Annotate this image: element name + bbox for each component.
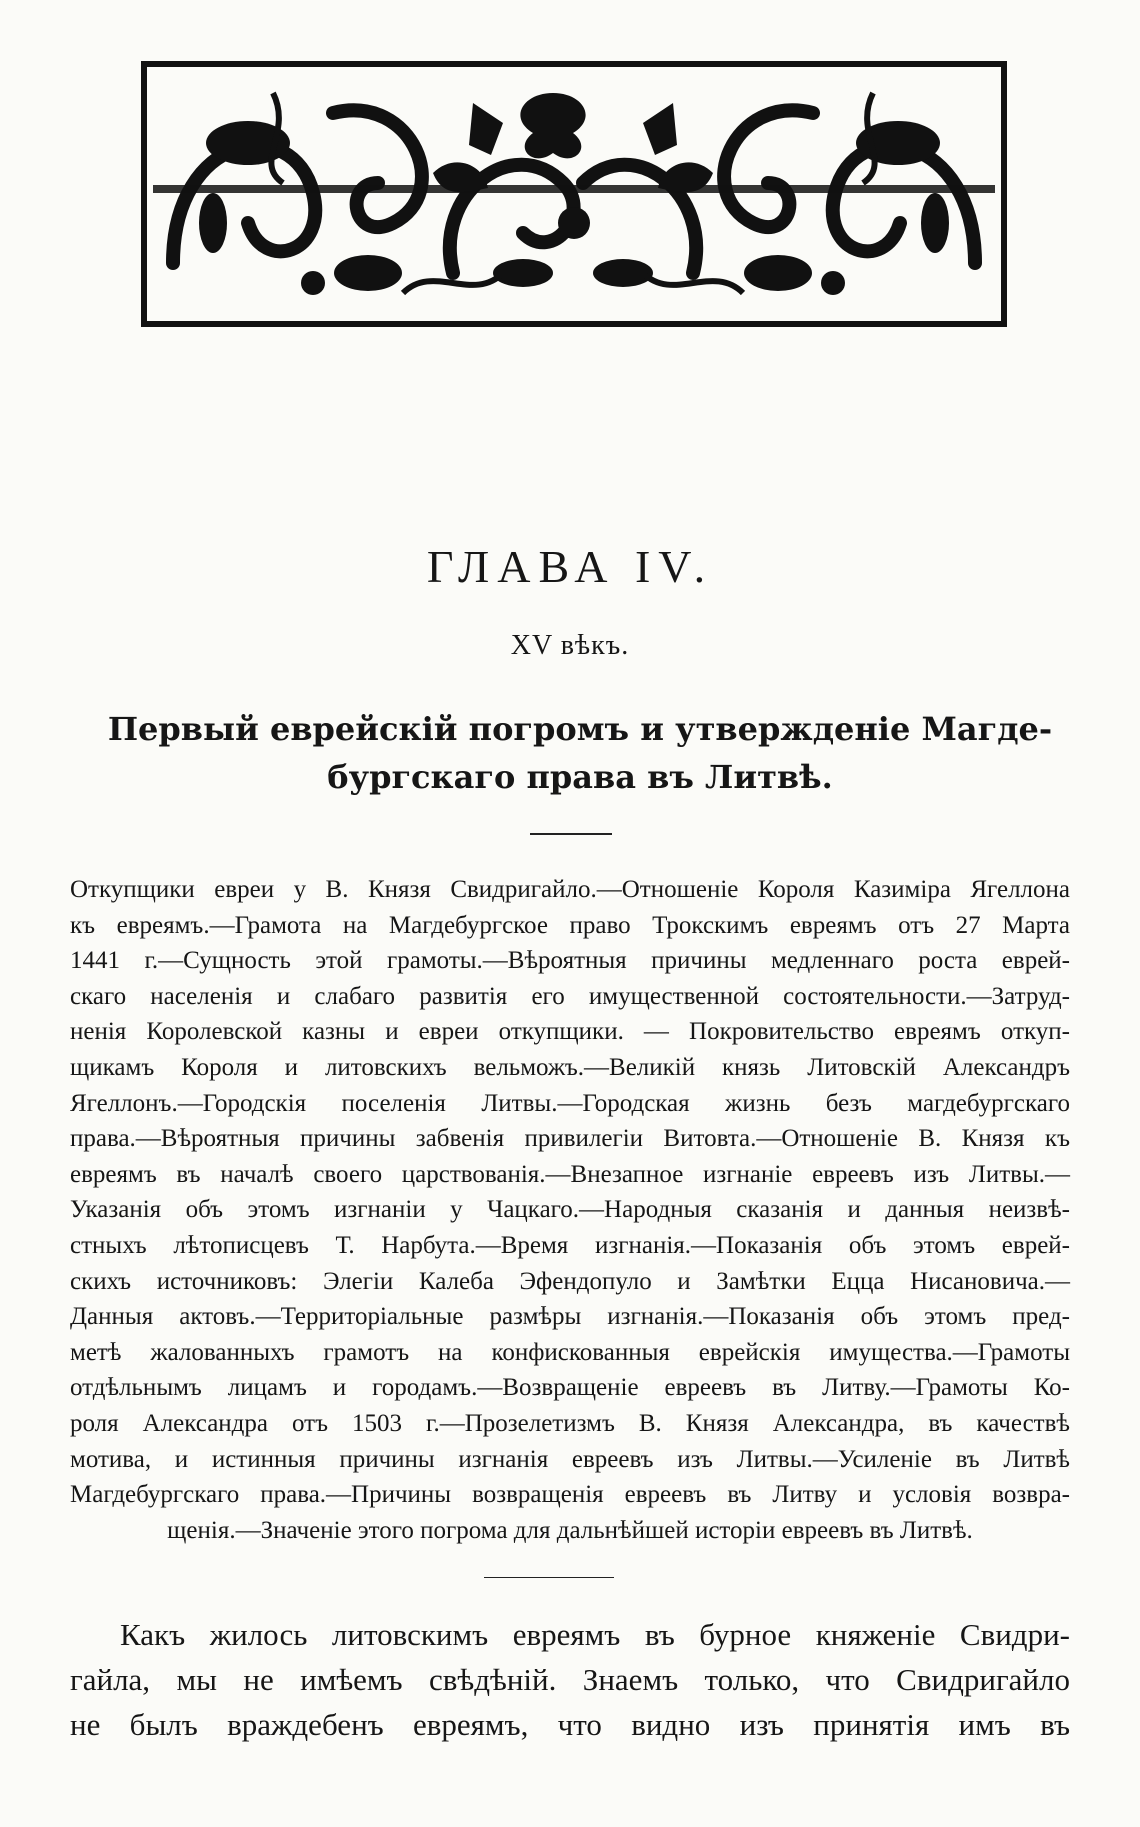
summary-line: Данныя актовъ.—Территоріальные размѣры изгнанія.—Показанія объ этомъ пред- (70, 1303, 1070, 1331)
divider-rule (530, 833, 612, 835)
ornamental-headpiece-icon (153, 73, 995, 315)
summary-line: Магдебургскаго права.—Причины возвращенія евреевъ въ Литву и условія возвра- (70, 1481, 1070, 1509)
chapter-summary (70, 872, 1070, 1548)
summary-line: отдѣльнымъ лицамъ и городамъ.—Возвращеніе евреевъ въ Литву.—Грамоты Ко- (70, 1374, 1070, 1402)
summary-line: стныхъ лѣтописцевъ Т. Нарбута.—Время изгнанія.—Показанія объ этомъ еврей- (70, 1231, 1070, 1259)
summary-line: 1441 г.—Сущность этой грамоты.—Вѣроятныя причины медленнаго роста еврей- (70, 947, 1070, 975)
ornamental-headpiece (141, 61, 1007, 327)
body-line: Какъ жилось литовскимъ евреямъ въ бурное княженіе Свидри- (120, 1617, 1070, 1652)
summary-line: Откупщики евреи у В. Князя Свидригайло.—Отношеніе Короля Казиміра Ягеллона (70, 876, 1070, 903)
summary-line: щикамъ Короля и литовскихъ вельможъ.—Великій князь Литовскій Александръ (70, 1053, 1070, 1081)
summary-line: скихъ источниковъ: Элегіи Калеба Эфендопуло и Замѣтки Ецца Нисановича.— (70, 1267, 1070, 1295)
summary-line: метѣ жалованныхъ грамотъ на конфискованныя еврейскія имущества.—Грамоты (70, 1338, 1070, 1366)
summary-line: къ евреямъ.—Грамота на Магдебургское право Трокскимъ евреямъ отъ 27 Марта (70, 911, 1070, 939)
body-paragraph (70, 1612, 1070, 1747)
chapter-century: XV вѣкъ. (510, 630, 630, 661)
summary-line: щенія.—Значеніе этого погрома для дальнѣйшей исторіи евреевъ въ Литвѣ. (167, 1516, 973, 1544)
summary-line: ненія Королевской казны и евреи откупщики. — Покровительство евреямъ откуп- (70, 1018, 1070, 1046)
body-line: гайла, мы не имѣемъ свѣдѣній. Знаемъ только, что Свидригайло (70, 1662, 1070, 1697)
summary-line: евреямъ въ началѣ своего царствованія.—Внезапное изгнаніе евреевъ изъ Литвы.— (70, 1160, 1070, 1188)
chapter-title: ГЛАВА IV. (426, 541, 714, 592)
summary-line: скаго населенія и слабаго развитія его имущественной состоятельности.—Затруд- (70, 982, 1070, 1010)
summary-line: права.—Вѣроятныя причины забвенія привилегіи Витовта.—Отношеніе В. Князя къ (70, 1125, 1070, 1153)
summary-line: роля Александра отъ 1503 г.—Прозелетизмъ В. Князя Александра, въ качествѣ (70, 1409, 1070, 1437)
chapter-heading-line: Первый еврейскій погромъ и утвержденіе Магде- (107, 710, 1053, 748)
summary-line: Указанія объ этомъ изгнаніи у Чацкаго.—Народныя сказанія и данныя неизвѣ- (70, 1196, 1070, 1224)
chapter-heading-line: бургскаго права въ Литвѣ. (327, 758, 833, 796)
chapter-heading (70, 705, 1090, 801)
summary-line: мотива, и истинныя причины изгнанія евреевъ изъ Литвы.—Усиленіе въ Литвѣ (70, 1445, 1070, 1473)
body-line: не былъ враждебенъ евреямъ, что видно изъ принятія имъ въ (70, 1707, 1070, 1742)
summary-line: Ягеллонъ.—Городскія поселенія Литвы.—Городская жизнь безъ магдебургскаго (70, 1089, 1070, 1117)
divider-rule (484, 1577, 614, 1578)
